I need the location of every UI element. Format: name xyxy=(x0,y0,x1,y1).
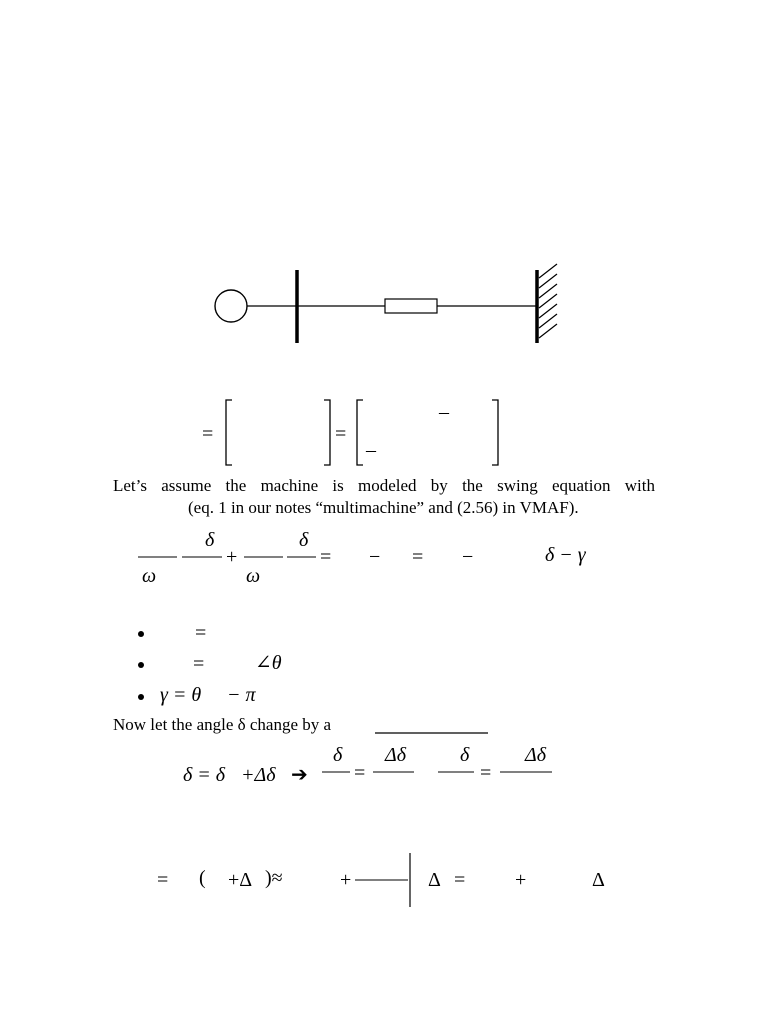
swing-plus: + xyxy=(226,546,238,568)
taylor-plus-delta: +Δ xyxy=(228,869,253,891)
taylor-equals-1: = xyxy=(157,869,169,891)
perturb-frac1-rhs: Δδ xyxy=(385,744,407,766)
matrix-minus-bottom: – xyxy=(366,439,376,461)
swing-delta-2: δ xyxy=(299,529,309,551)
paragraph-line-2: (eq. 1 in our notes “multimachine” and (2.56) in VMAF). xyxy=(188,498,579,517)
bullet-1-equals: = xyxy=(195,622,207,644)
swing-delta-1: δ xyxy=(205,529,215,551)
generator-circle xyxy=(215,290,247,322)
swing-omega-2: ω xyxy=(246,565,261,587)
perturb-frac2-num: δ xyxy=(460,744,470,766)
taylor-delta-2: Δ xyxy=(592,869,605,891)
swing-omega-1: ω xyxy=(142,565,157,587)
matrix-equals-1: = xyxy=(202,423,214,445)
line-impedance-box xyxy=(385,299,437,313)
bullet-dot-1 xyxy=(138,631,144,637)
taylor-lparen: ( xyxy=(199,867,206,889)
swing-equals-2: = xyxy=(412,546,424,568)
swing-equals-1: = xyxy=(320,546,332,568)
matrix-brackets xyxy=(226,400,498,465)
bullet-2-angle: ∠θ xyxy=(255,652,282,674)
infinite-bus-hatching xyxy=(539,264,557,338)
perturb-implies-arrow: ➔ xyxy=(291,762,308,786)
perturb-lhs: δ = δ xyxy=(183,764,226,786)
bullet-dot-2 xyxy=(138,662,144,668)
taylor-delta-1: Δ xyxy=(428,869,441,891)
perturb-equals-1: = xyxy=(354,762,366,784)
taylor-plus-2: + xyxy=(515,869,527,891)
taylor-equals-2: = xyxy=(454,869,466,891)
swing-delta-minus-gamma: δ − γ xyxy=(545,544,586,566)
perturb-frac1-num: δ xyxy=(333,744,343,766)
taylor-rparen-approx: )≈ xyxy=(265,867,283,889)
perturb-frac2-rhs: Δδ xyxy=(525,744,547,766)
bullet-2-equals: = xyxy=(193,653,205,675)
perturb-plus-delta: +Δδ xyxy=(241,764,276,786)
taylor-plus: + xyxy=(340,869,352,891)
swing-minus-2: − xyxy=(462,546,474,568)
bullet-3-minus-pi: − π xyxy=(227,684,256,706)
change-sentence: Now let the angle δ change by a xyxy=(113,715,332,734)
perturb-equals-2: = xyxy=(480,762,492,784)
matrix-equals-2: = xyxy=(335,423,347,445)
bullet-3-gamma: γ = θ xyxy=(160,684,202,706)
swing-minus-1: − xyxy=(369,546,381,568)
matrix-minus-top: – xyxy=(439,401,449,423)
bullet-dot-3 xyxy=(138,694,144,700)
paragraph-line-1: Let’s assume the machine is modeled by the swing equation with xyxy=(113,476,655,495)
